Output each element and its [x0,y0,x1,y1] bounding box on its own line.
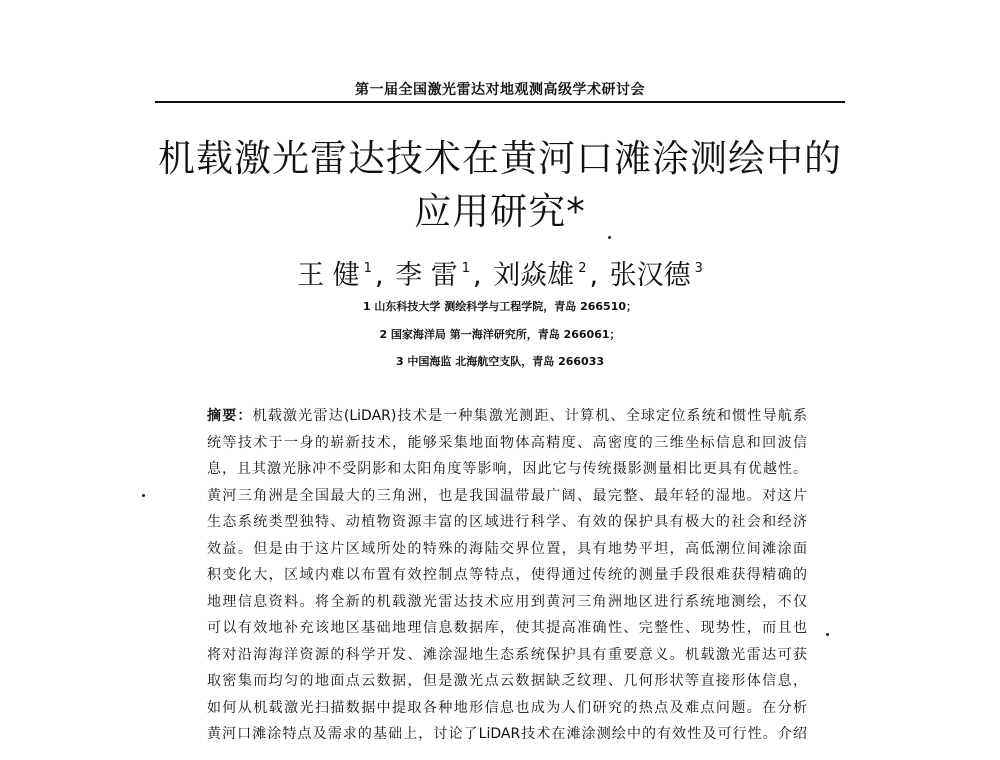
author-affiliation-mark: 3 [694,261,703,276]
abstract-line: 取密集而均匀的地面点云数据，但是激光点云数据缺乏纹理、几何形状等直接形体信息， [207,673,807,689]
author-affiliation-mark: 1 [461,261,470,276]
affiliation: 2 国家海洋局 第一海洋研究所，青岛 266061； [379,328,621,341]
abstract-line: 地理信息资料。将全新的机载激光雷达技术应用到黄河三角洲地区进行系统地测绘，不仅 [207,593,807,610]
abstract-line: 积变化大，区域内难以布置有效控制点等特点，使得通过传统的测量手段很难获得精确的 [207,567,807,583]
author-name: 张汉德 [609,260,691,291]
abstract-label: 摘要： [207,408,253,424]
abstract-line: 息，且其激光脉冲不受阴影和太阳角度等影响，因此它与传统摄影测量相比更具有优越性。 [207,461,807,477]
affiliation: 1 山东科技大学 测绘科学与工程学院，青岛 266510； [362,300,638,313]
paper-title-line-2: 应用研究* [414,190,586,233]
abstract-line: 统等技术于一身的崭新技术，能够采集地面物体高精度、高密度的三维坐标信息和回波信 [207,434,807,451]
author-name: 王 健 [297,260,360,291]
abstract-line: 生态系统类型独特、动植物资源丰富的区域进行科学、有效的保护具有极大的社会和经济 [207,514,807,530]
author-name: 李 雷 [395,260,458,291]
abstract-line: 效益。但是由于这片区域所处的特殊的海陆交界位置，具有地势平坦，高低潮位间滩涂面 [207,540,807,557]
author-affiliation-mark: 2 [578,261,587,276]
scan-speck [826,633,829,636]
abstract-line [207,403,807,430]
abstract [207,403,807,748]
abstract-line: 将对沿海海洋资源的科学开发、滩涂湿地生态系统保护具有重要意义。机载激光雷达可获 [207,646,807,663]
scan-speck [142,494,145,497]
abstract-line: 黄河三角洲是全国最大的三角洲，也是我国温带最广阔、最完整、最年轻的湿地。对这片 [207,487,807,504]
author-name: 刘焱雄 [493,260,575,291]
running-header: 第一届全国激光雷达对地观测高级学术研讨会 [355,82,645,98]
abstract-line: 可以有效地补充该地区基础地理信息数据库，使其提高准确性、完整性、现势性，而且也 [207,620,807,636]
abstract-text: 机载激光雷达(LiDAR)技术是一种集激光测距、计算机、全球定位系统和惯性导航系 [252,408,808,424]
abstract-line: 如何从机载激光扫描数据中提取各种地形信息也成为人们研究的热点及难点问题。在分析 [207,699,807,716]
paper-title-line-1: 机载激光雷达技术在黄河口滩涂测绘中的 [158,137,842,180]
scan-speck [608,236,611,239]
abstract-line: 黄河口滩涂特点及需求的基础上，讨论了LiDAR技术在滩涂测绘中的有效性及可行性。介绍 [207,726,807,742]
affiliation: 3 中国海监 北海航空支队，青岛 266033 [395,355,605,368]
author-affiliation-mark: 1 [363,261,372,276]
header-rule [155,101,845,103]
author-list: 王 健 $^1$ , 李 雷 $^1$ , 刘焱雄 $^2$ , 张汉德 $^3$ [297,260,703,291]
